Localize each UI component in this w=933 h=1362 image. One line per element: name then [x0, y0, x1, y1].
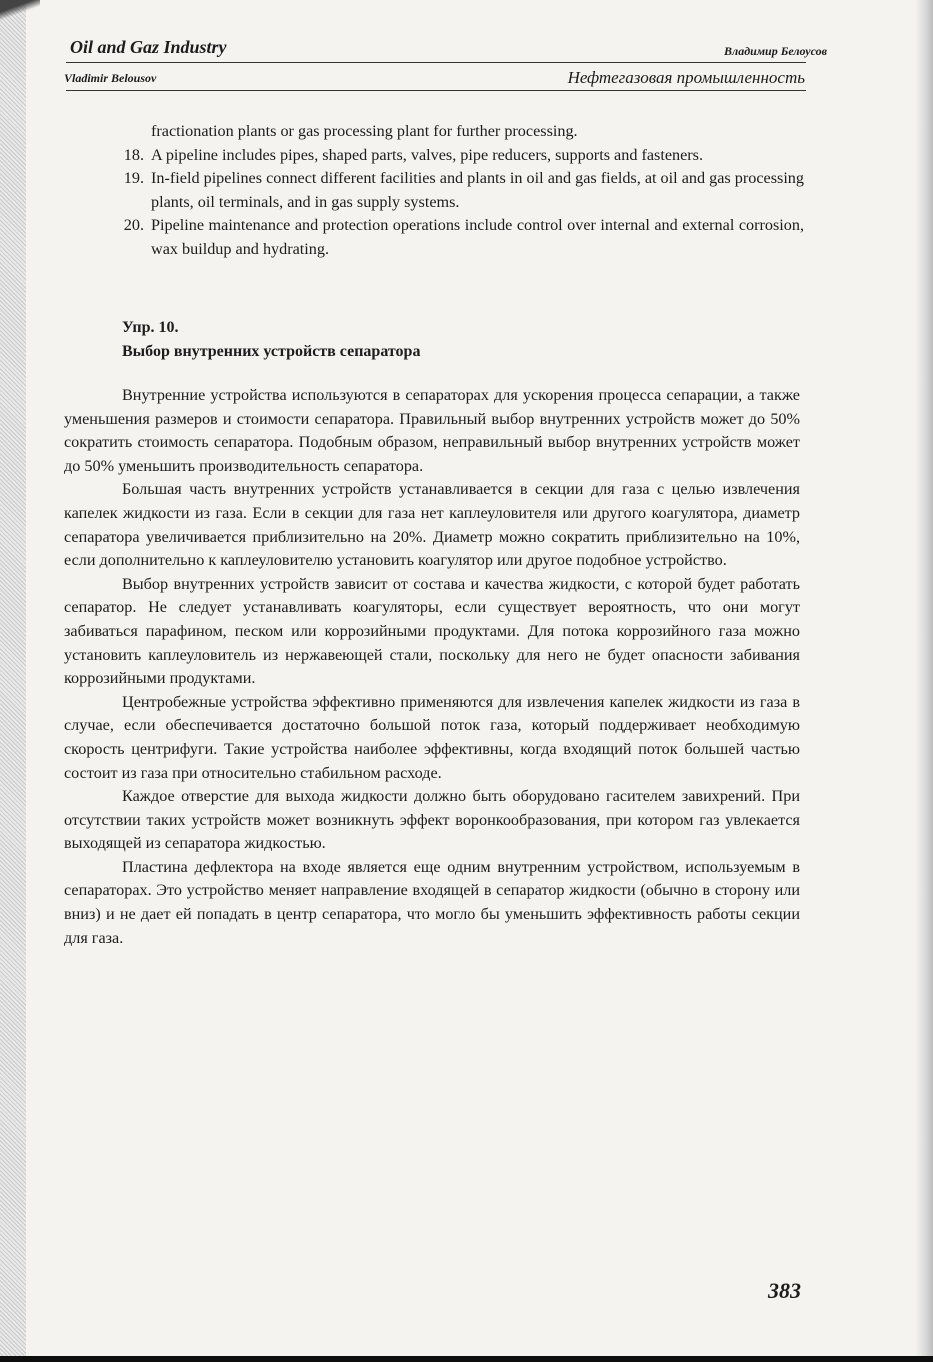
scan-edge-left	[0, 0, 26, 1362]
scan-edge-bottom	[0, 1356, 933, 1362]
list-item-text: Pipeline maintenance and protection operations include control over internal and external corrosion, wax buildup and hydrating.	[151, 216, 804, 258]
exercise-number: Упр. 10.	[122, 319, 179, 336]
paragraph: Внутренние устройства используются в сепараторах для ускорения процесса сепарации, а также уменьшения размеров и стоимости сепаратора. Правильный выбор внутренних устройств может до 50% сократить стоимость сепаратора. Подобным образом, неправильный выбор внутренних устройств может до 50% уменьшить производительность сепаратора.	[64, 386, 800, 475]
list-item-text: fractionation plants or gas processing plant for further processing.	[151, 122, 578, 140]
paragraph: Большая часть внутренних устройств устанавливается в секции для газа с целью извлечения капелек жидкости из газа. Если в секции для газа нет каплеуловителя или другого коагулятора, диаметр сепаратора увеличивается приблизительно на 20%. Диаметр можно сократить приблизительно на 10%, если дополнительно к каплеуловителю установить коагулятор или другое подобное устройство.	[64, 480, 800, 570]
page-number: 383	[768, 1278, 801, 1303]
header-rule-top	[66, 62, 806, 63]
list-item	[104, 214, 804, 261]
list-item-number: 19.	[123, 169, 144, 188]
list-item-number: 20.	[123, 216, 144, 235]
running-header-book-title-ru: Нефтегазовая промышленность	[567, 68, 805, 87]
running-header-author-en: Vladimir Belousov	[64, 71, 157, 85]
list-item-number: 18.	[123, 145, 144, 164]
body-text	[64, 384, 800, 950]
header-rule-bottom	[66, 90, 806, 91]
running-header-author-ru: Владимир Белоусов	[724, 44, 827, 58]
paragraph: Выбор внутренних устройств зависит от состава и качества жидкости, с которой будет работать сепаратор. Не следует устанавливать коагуляторы, если существует вероятность, что они могут забиваться парафином, песком или коррозийными продуктами. Для потока коррозийного газа можно установить каплеуловитель из нержавеющей стали, поскольку для него не будет опасности забивания коррозийными продуктами.	[64, 574, 800, 688]
list-item	[104, 120, 804, 144]
running-header-book-title-en: Oil and Gaz Industry	[70, 37, 227, 57]
page-corner-fold	[0, 0, 40, 20]
exercise-title: Выбор внутренних устройств сепаратора	[122, 343, 421, 360]
list-item	[104, 167, 804, 214]
paragraph: Пластина дефлектора на входе является еще одним внутренним устройством, используемым в сепараторах. Это устройство меняет направление входящей в сепаратор жидкости (обычно в сторону или вниз) и не дает ей попадать в центр сепаратора, что могло бы уменьшить эффективность работы секции для газа.	[64, 857, 800, 947]
list-item	[104, 144, 804, 168]
numbered-list	[104, 120, 804, 262]
list-item-text: A pipeline includes pipes, shaped parts, valves, pipe reducers, supports and fasteners.	[151, 145, 704, 164]
paragraph: Центробежные устройства эффективно применяются для извлечения капелек жидкости из газа в случае, если обеспечивается достаточно большой поток газа, который поддерживает необходимую скорость центрифуги. Такие устройства наиболее эффективны, когда входящий поток большей частью состоит из газа при относительно стабильном расходе.	[64, 692, 800, 782]
scan-edge-right	[915, 0, 933, 1362]
exercise-heading	[122, 316, 420, 364]
paragraph: Каждое отверстие для выхода жидкости должно быть оборудовано гасителем завихрений. При отсутствии таких устройств может возникнуть эффект воронкообразования, при котором газ увлекается выходящей из сепаратора жидкостью.	[64, 787, 800, 853]
list-item-text: In-field pipelines connect different facilities and plants in oil and gas fields, at oil and gas processing plants, oil terminals, and in gas supply systems.	[151, 169, 804, 211]
